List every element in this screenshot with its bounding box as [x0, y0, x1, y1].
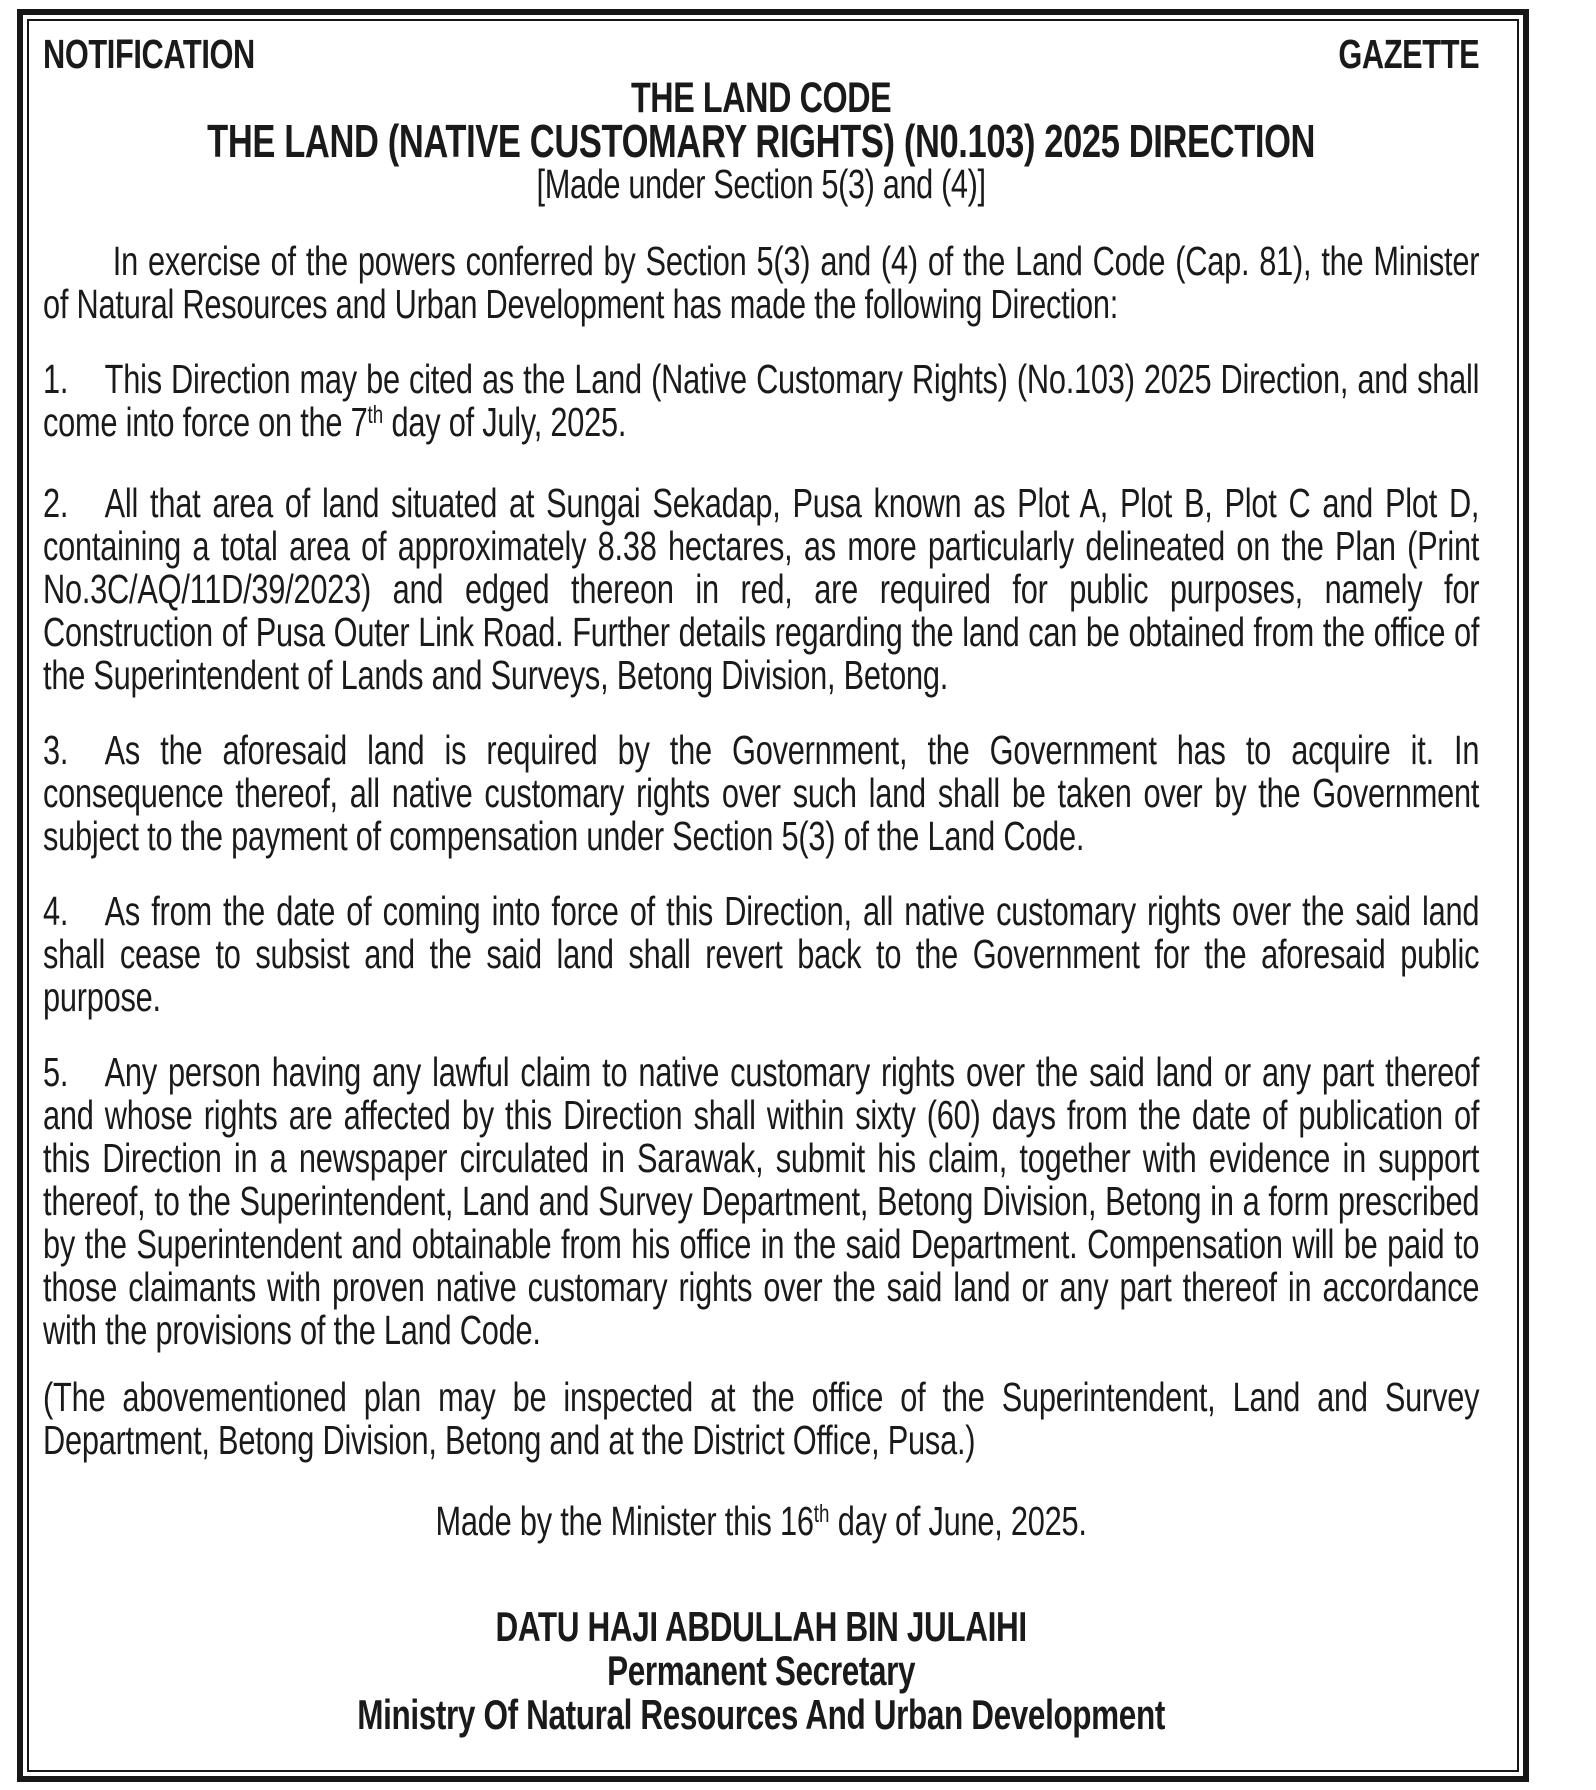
- notification-label: NOTIFICATION: [43, 31, 255, 77]
- signatory-role: Permanent Secretary: [607, 1647, 916, 1694]
- plan-inspection-note: (The abovementioned plan may be inspected at the office of the Superintendent, Land and Survey Department, Betong Division, Betong and at the District Office, Pusa.): [43, 1374, 1480, 1463]
- made-line-ordinal-superscript: th: [813, 1500, 830, 1528]
- gazette-inner-border: [27, 19, 1519, 1772]
- signatory-name: DATU HAJI ABDULLAH BIN JULAIHI: [495, 1603, 1027, 1650]
- paragraph-4: 4. As from the date of coming into force of this Direction, all native customary rights over the said land shall cease to subsist and the said land shall revert back to the Government for the aforesaid public purpose.: [43, 888, 1480, 1020]
- gazette-content-area: [43, 31, 1480, 1770]
- paragraph-1-ordinal-superscript: th: [367, 401, 384, 429]
- intro-paragraph: In exercise of the powers conferred by Section 5(3) and (4) of the Land Code (Cap. 81), the Minister of Natural Resources and Urban Development has made the following Direction:: [43, 238, 1480, 327]
- gazette-outer-border: [17, 9, 1529, 1782]
- paragraph-5: 5. Any person having any lawful claim to native customary rights over the said land or any part thereof and whose rights are affected by this Direction shall within sixty (60) days from the date of publication of this Direction in a newspaper circulated in Sarawak, submit his claim, together with evidence in support thereof, to the Superintendent, Land and Survey Department, Betong Division, Betong in a form prescribed by the Superintendent and obtainable from his office in the said Department. Compensation will be paid to those claimants with proven native customary rights over the said land or any part thereof in accordance with the provisions of the Land Code.: [43, 1049, 1480, 1353]
- gazette-label: GAZETTE: [1338, 31, 1480, 77]
- title-made-under: [Made under Section 5(3) and (4)]: [536, 161, 986, 207]
- made-by-minister-line: [43, 1500, 1479, 1549]
- paragraph-1-text-end: day of July, 2025.: [383, 399, 627, 445]
- signature-block: [43, 1605, 1479, 1737]
- paragraph-3: 3. As the aforesaid land is required by the Government, the Government has to acquire it. In consequence thereof, all native customary rights over such land shall be taken over by the Government subject to the payment of compensation under Section 5(3) of the Land Code.: [43, 727, 1480, 859]
- title-direction: THE LAND (NATIVE CUSTOMARY RIGHTS) (N0.103) 2025 DIRECTION: [207, 115, 1316, 167]
- made-line-text-end: day of June, 2025.: [829, 1498, 1087, 1544]
- paragraph-1-text: 1. This Direction may be cited as the Land (Native Customary Rights) (No.103) 2025 Direction, and shall come into force on the 7: [43, 356, 1480, 445]
- paragraph-1: [43, 358, 1479, 450]
- signatory-ministry: Ministry Of Natural Resources And Urban Development: [357, 1691, 1165, 1738]
- made-line-text: Made by the Minister this 16: [435, 1498, 814, 1544]
- paragraph-2: 2. All that area of land situated at Sungai Sekadap, Pusa known as Plot A, Plot B, Plot C and Plot D, containing a total area of approximately 8.38 hectares, as more particularly delineated on the Plan (Print No.3C/AQ/11D/39/2023) and edged thereon in red, are required for public purposes, namely for Construction of Pusa Outer Link Road. Further details regarding the land can be obtained from the office of the Superintendent of Lands and Surveys, Betong Division, Betong.: [43, 480, 1480, 698]
- header-row: [43, 31, 1479, 77]
- title-land-code: THE LAND CODE: [630, 74, 892, 122]
- gazette-text-column: [43, 31, 1479, 1737]
